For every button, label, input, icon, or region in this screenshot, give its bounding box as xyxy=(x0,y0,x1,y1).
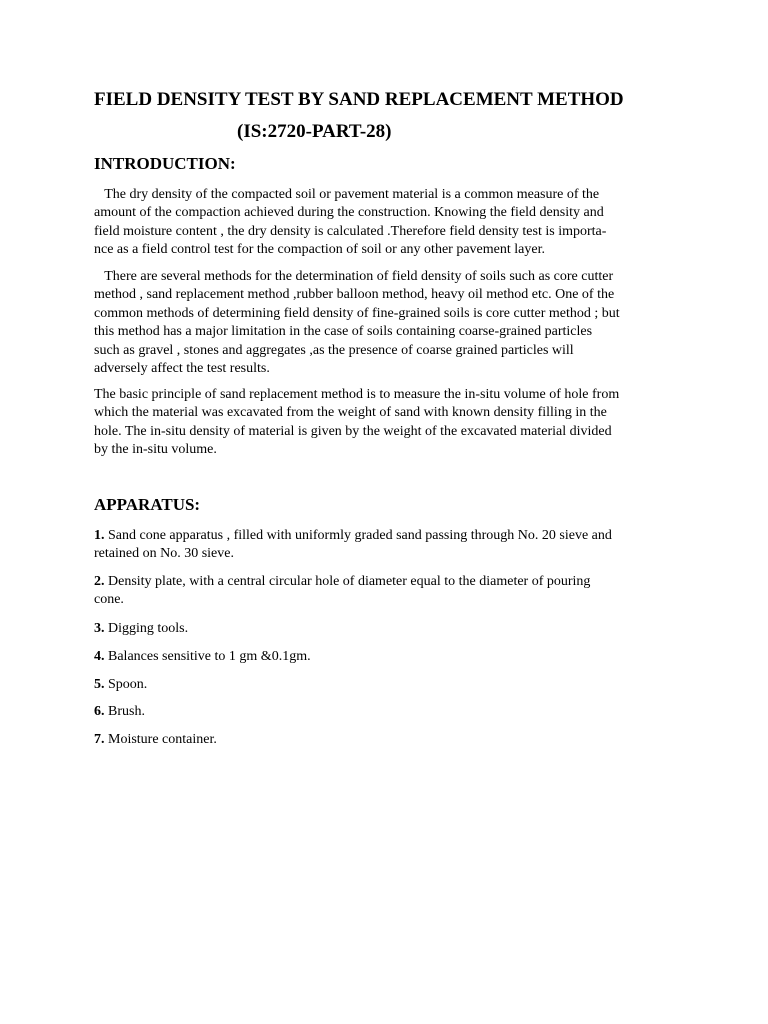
text-line: method , sand replacement method ,rubber balloon method, heavy oil method etc. One of the xyxy=(94,287,615,303)
item-text: retained on No. 30 sieve. xyxy=(94,546,234,562)
document-subtitle: (IS:2720-PART-28) xyxy=(237,121,392,142)
text-line: adversely affect the test results. xyxy=(94,361,270,377)
item-text: Balances sensitive to 1 gm &0.1gm. xyxy=(104,649,311,664)
document-title: FIELD DENSITY TEST BY SAND REPLACEMENT METHOD xyxy=(94,89,624,110)
apparatus-item-4 xyxy=(94,648,674,666)
apparatus-item-7 xyxy=(94,731,674,749)
item-text: Brush. xyxy=(104,704,145,719)
item-text: cone. xyxy=(94,592,124,608)
introduction-heading: INTRODUCTION: xyxy=(94,154,236,173)
apparatus-item-3 xyxy=(94,620,674,638)
text-line: amount of the compaction achieved during the construction. Knowing the field density and xyxy=(94,205,604,221)
item-number: 1. xyxy=(94,528,105,543)
apparatus-heading: APPARATUS: xyxy=(94,495,201,514)
text-line: nce as a field control test for the compaction of soil or any other pavement layer. xyxy=(94,242,545,258)
text-line: The basic principle of sand replacement method is to measure the in-situ volume of hole from xyxy=(94,387,620,402)
introduction-paragraph-2 xyxy=(94,268,674,378)
apparatus-item-1 xyxy=(94,527,674,564)
text-line: common methods of determining field density of fine-grained soils is core cutter method ; but xyxy=(94,305,620,321)
item-number: 2. xyxy=(94,574,105,589)
item-number: 6. xyxy=(94,704,105,719)
text-line: field moisture content , the dry density is calculated .Therefore field density test is importa- xyxy=(94,223,607,239)
item-text: Density plate, with a central circular hole of diameter equal to the diameter of pouring xyxy=(104,574,591,589)
item-number: 7. xyxy=(94,732,105,747)
text-line: which the material was excavated from the weight of sand with known density filling in the xyxy=(94,405,607,421)
item-number: 3. xyxy=(94,621,105,636)
apparatus-item-5 xyxy=(94,676,674,694)
text-line: There are several methods for the determination of field density of soils such as core cutter xyxy=(94,269,614,284)
text-line: The dry density of the compacted soil or pavement material is a common measure of the xyxy=(94,187,600,202)
item-text: Sand cone apparatus , filled with uniformly graded sand passing through No. 20 sieve and xyxy=(104,528,612,543)
text-line: hole. The in-situ density of material is given by the weight of the excavated material divided xyxy=(94,423,612,439)
item-text: Digging tools. xyxy=(104,621,189,636)
text-line: by the in-situ volume. xyxy=(94,442,217,458)
introduction-paragraph-1 xyxy=(94,186,674,260)
text-line: this method has a major limitation in the case of soils containing coarse-grained particles xyxy=(94,324,593,340)
item-number: 4. xyxy=(94,649,105,664)
item-text: Spoon. xyxy=(104,677,148,692)
item-number: 5. xyxy=(94,677,105,692)
item-text: Moisture container. xyxy=(104,732,217,747)
introduction-paragraph-3 xyxy=(94,386,674,460)
text-line: such as gravel , stones and aggregates ,as the presence of coarse grained particles will xyxy=(94,342,574,358)
apparatus-item-2 xyxy=(94,573,674,610)
apparatus-item-6 xyxy=(94,703,674,721)
